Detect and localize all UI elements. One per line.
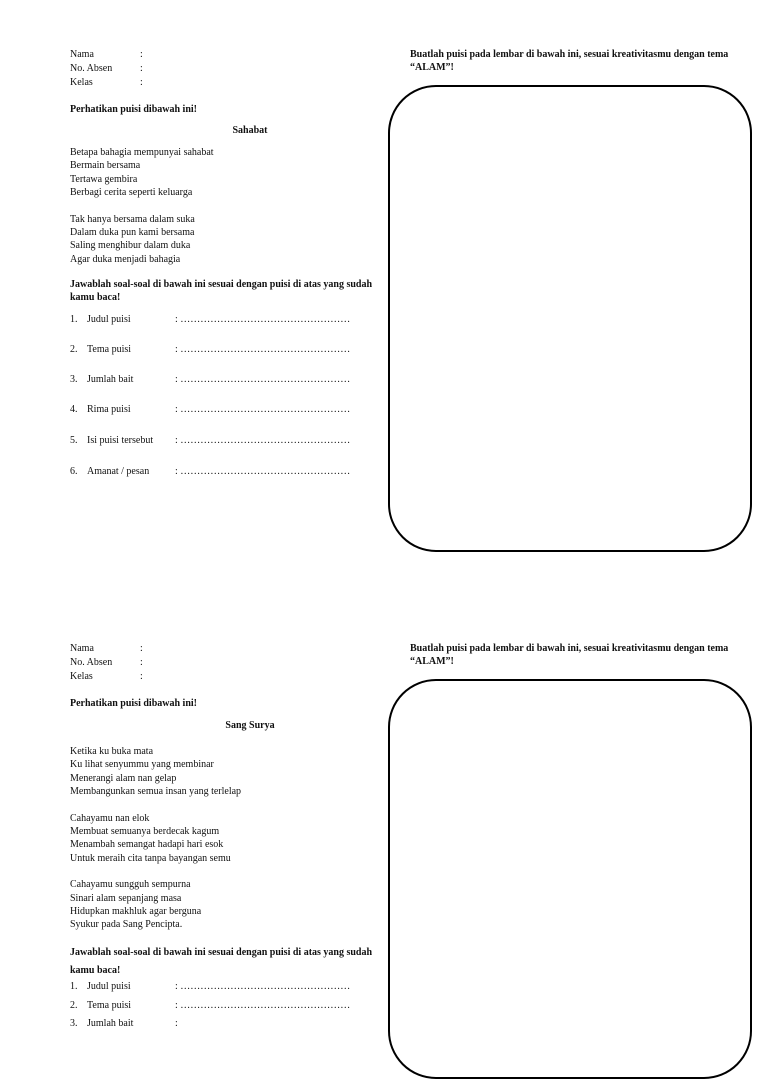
question-label: Tema puisi [87,344,132,355]
poem-body [70,146,214,279]
question-number: 2. [70,1000,78,1011]
poem-line: Untuk meraih cita tanpa bayangan semu [70,852,231,864]
question-number: 6. [70,466,78,477]
name-colon: : [140,49,143,60]
poem-line: Ku lihat senyummu yang membinar [70,759,214,771]
question-number: 3. [70,374,78,385]
class-label: Kelas [70,77,93,88]
question-label: Jumlah bait [87,1018,134,1029]
answer-blank: : …………………………………………… [175,314,351,325]
task-instruction: Buatlah puisi pada lembar di bawah ini, sesuai kreativitasmu dengan tema “ALAM”! [410,49,729,73]
poem-line: Tak hanya bersama dalam suka [70,213,195,225]
question-number: 2. [70,344,78,355]
answer-blank: : …………………………………………… [175,1000,351,1011]
poem-body [70,745,241,945]
question-label: Amanat / pesan [87,466,150,477]
poem-line: Cahayamu nan elok [70,812,150,824]
class-colon: : [140,77,143,88]
poem-line: Menerangi alam nan gelap [70,772,177,784]
poem-line: Tertawa gembira [70,173,138,185]
question-number: 5. [70,435,78,446]
poem-line: Betapa bahagia mempunyai sahabat [70,147,214,158]
answer-blank: : …………………………………………… [175,981,351,992]
question-label: Judul puisi [87,981,131,992]
poem-line: Hidupkan makhluk agar berguna [70,906,202,918]
poem-line: Saling menghibur dalam duka [70,240,191,252]
read-instruction: Perhatikan puisi dibawah ini! [70,104,197,115]
poem-stanza [70,812,241,866]
poem-stanza [70,878,241,932]
poem-title: Sahabat [232,125,268,136]
poem-line: Bermain bersama [70,160,141,172]
question-label: Jumlah bait [87,374,134,385]
question-number: 4. [70,404,78,415]
name-label: Nama [70,643,94,654]
question-label: Isi puisi tersebut [87,435,154,446]
answer-blank: : …………………………………………… [175,435,351,446]
poem-line: Syukur pada Sang Pencipta. [70,919,183,931]
question-label: Judul puisi [87,314,131,325]
poem-line: Cahayamu sungguh sempurna [70,879,191,891]
name-colon: : [140,643,143,654]
poem-line: Menambah semangat hadapi hari esok [70,839,224,851]
poem-line: Dalam duka pun kami bersama [70,227,195,239]
name-label: Nama [70,49,94,60]
poem-line: Membuat semuanya berdecak kagum [70,826,220,838]
answer-blank: : …………………………………………… [175,466,351,477]
question-number: 3. [70,1018,78,1029]
poem-title: Sang Surya [225,720,275,731]
absen-label: No. Absen [70,657,113,668]
poem-line: Membangunkan semua insan yang terlelap [70,786,242,798]
poem-line: Ketika ku buka mata [70,746,154,757]
class-label: Kelas [70,671,93,682]
poem-stanza [70,146,214,200]
question-number: 1. [70,981,78,992]
absen-colon: : [140,657,143,668]
poem-line: Berbagi cerita seperti keluarga [70,187,193,199]
poem-line: Agar duka menjadi bahagia [70,253,181,265]
answer-blank: : …………………………………………… [175,374,351,385]
answer-blank: : …………………………………………… [175,404,351,415]
question-number: 1. [70,314,78,325]
answer-blank: : [175,1018,178,1029]
poem-stanza [70,213,214,267]
class-colon: : [140,671,143,682]
task-instruction: Buatlah puisi pada lembar di bawah ini, sesuai kreativitasmu dengan tema “ALAM”! [410,643,729,667]
answer-blank: : …………………………………………… [175,344,351,355]
question-label: Rima puisi [87,404,131,415]
absen-label: No. Absen [70,63,113,74]
poem-stanza [70,745,241,799]
poem-writing-box[interactable] [388,679,752,1079]
poem-writing-box[interactable] [388,85,752,552]
read-instruction: Perhatikan puisi dibawah ini! [70,698,197,709]
question-label: Tema puisi [87,1000,132,1011]
absen-colon: : [140,63,143,74]
answer-instruction: Jawablah soal-soal di bawah ini sesuai dengan puisi di atas yang sudah kamu baca! [70,947,373,976]
answer-instruction: Jawablah soal-soal di bawah ini sesuai dengan puisi di atas yang sudah kamu baca! [70,279,373,303]
poem-line: Sinari alam sepanjang masa [70,892,182,904]
